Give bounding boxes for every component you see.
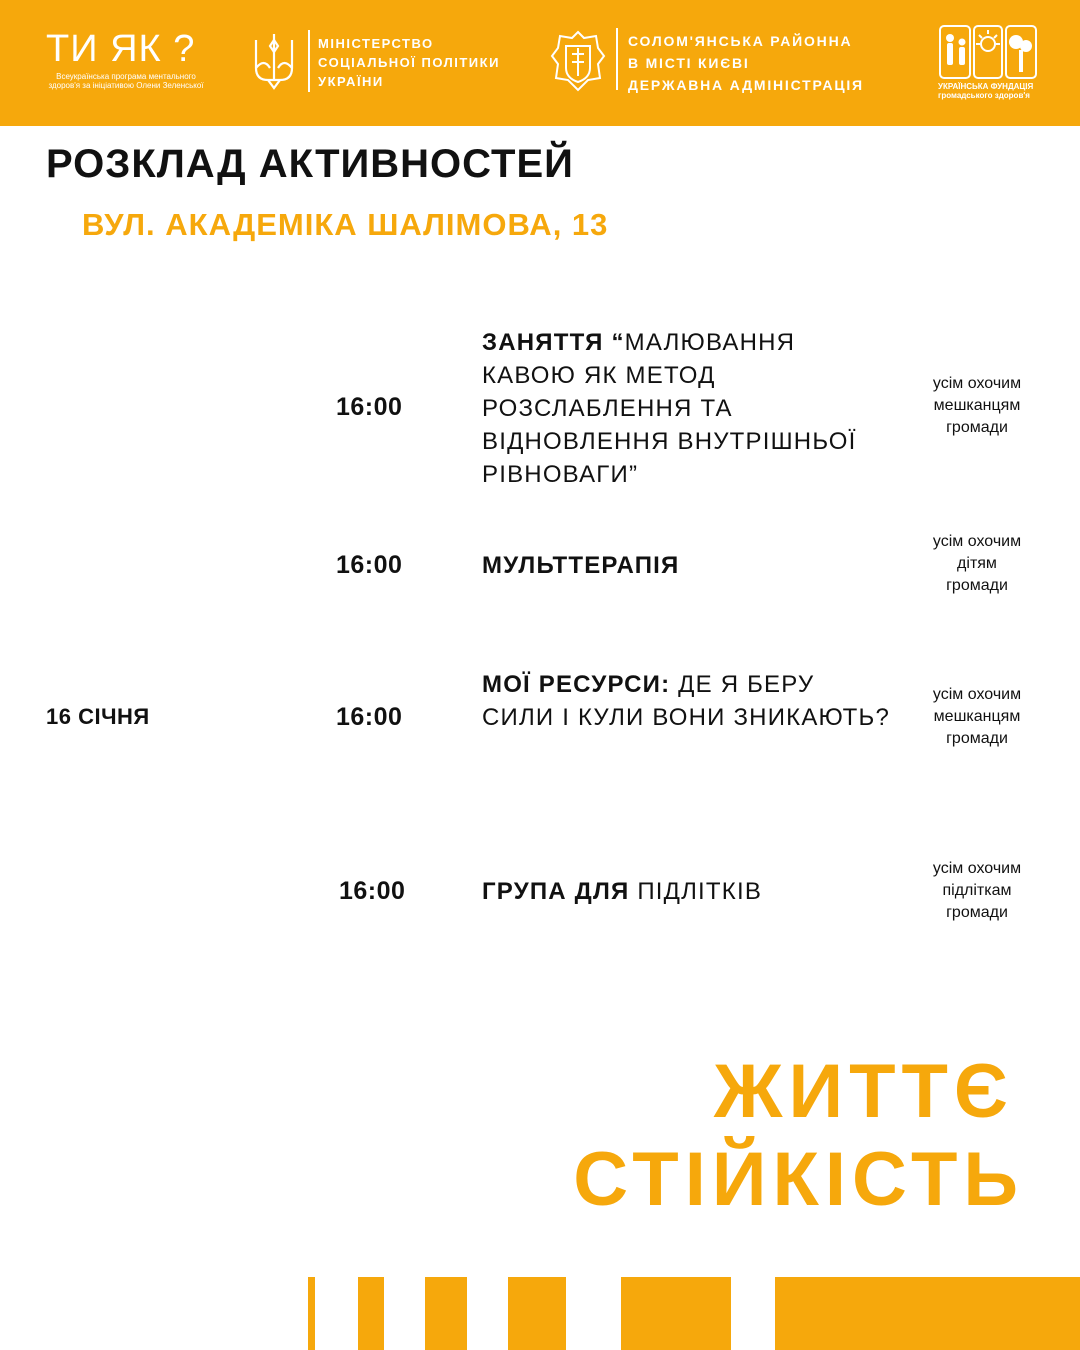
slogan-line-2: СТІЙКІСТЬ [573,1137,1024,1222]
ministry-line-2: СОЦІАЛЬНОЇ ПОЛІТИКИ [318,55,500,70]
event-title-bold: ЗАНЯТТЯ “ [482,329,625,356]
event-title-rest: МАЛЮВАННЯ КАВОЮ ЯК МЕТОД РОЗСЛАБЛЕННЯ ТА ВІДНОВЛЕННЯ ВНУТРІШНЬОЇ РІВНОВАГИ” [482,329,857,488]
district-line-3: ДЕРЖАВНА АДМІНІСТРАЦІЯ [628,77,864,93]
fund-line-1: УКРАЇНСЬКА ФУНДАЦІЯ [938,82,1034,91]
trident-icon [248,30,300,92]
event-time: 16:00 [336,393,403,421]
stripe [425,1277,467,1350]
address: ВУЛ. АКАДЕМІКА ШАЛІМОВА, 13 [82,207,609,242]
event-title-bold: ГРУПА ДЛЯ [482,878,630,905]
event-audience: усім охочим мешканцям громади [932,686,1022,747]
slogan-line-1: ЖИТТЄ [713,1049,1014,1134]
stripe [358,1277,384,1350]
event-title [482,875,892,908]
tiyak-title: ТИ ЯК [46,28,162,70]
page-title: РОЗКЛАД АКТИВНОСТЕЙ [46,142,574,186]
family-tree-sun-icon [938,22,1038,80]
event-title [482,668,892,734]
tiyak-subtitle: Всеукраїнська програма ментального здоров'я за ініціативою Олени Зеленської [48,72,204,90]
stripe [621,1277,731,1350]
coat-of-arms-icon [548,28,608,96]
event-time: 16:00 [339,877,406,905]
event-audience: усім охочим підліткам громади [932,860,1022,921]
event-time: 16:00 [336,551,403,579]
district-line-2: В МІСТІ КИЄВІ [628,55,750,71]
event-title-bold: МОЇ РЕСУРСИ: [482,671,671,698]
event-title-bold: МУЛЬТТЕРАПІЯ [482,552,680,579]
stripe [508,1277,566,1350]
event-title [482,326,892,491]
stripe [308,1277,315,1350]
district-line-1: СОЛОМ'ЯНСЬКА РАЙОННА [628,33,853,49]
event-audience: усім охочим мешканцям громади [932,375,1022,436]
event-title [482,549,892,582]
public-health-fund-logo [938,22,1038,100]
event-audience: усім охочим дітям громади [932,533,1022,594]
ministry-line-1: МІНІСТЕРСТВО [318,36,434,51]
header-banner [0,0,1080,126]
tiyak-mark: ? [173,28,196,70]
district-divider [616,28,618,90]
fund-line-2: громадського здоров'я [938,91,1030,100]
event-date: 16 СІЧНЯ [46,704,150,729]
stripe [775,1277,1080,1350]
event-title-rest: ПІДЛІТКІВ [629,878,763,905]
ministry-divider [308,30,310,92]
event-time: 16:00 [336,703,403,731]
ministry-line-3: УКРАЇНИ [318,74,384,89]
event-title-rest: ДЕ Я БЕРУ СИЛИ І КУЛИ ВОНИ ЗНИКАЮТЬ? [482,671,891,731]
tiyak-logo [46,30,216,90]
